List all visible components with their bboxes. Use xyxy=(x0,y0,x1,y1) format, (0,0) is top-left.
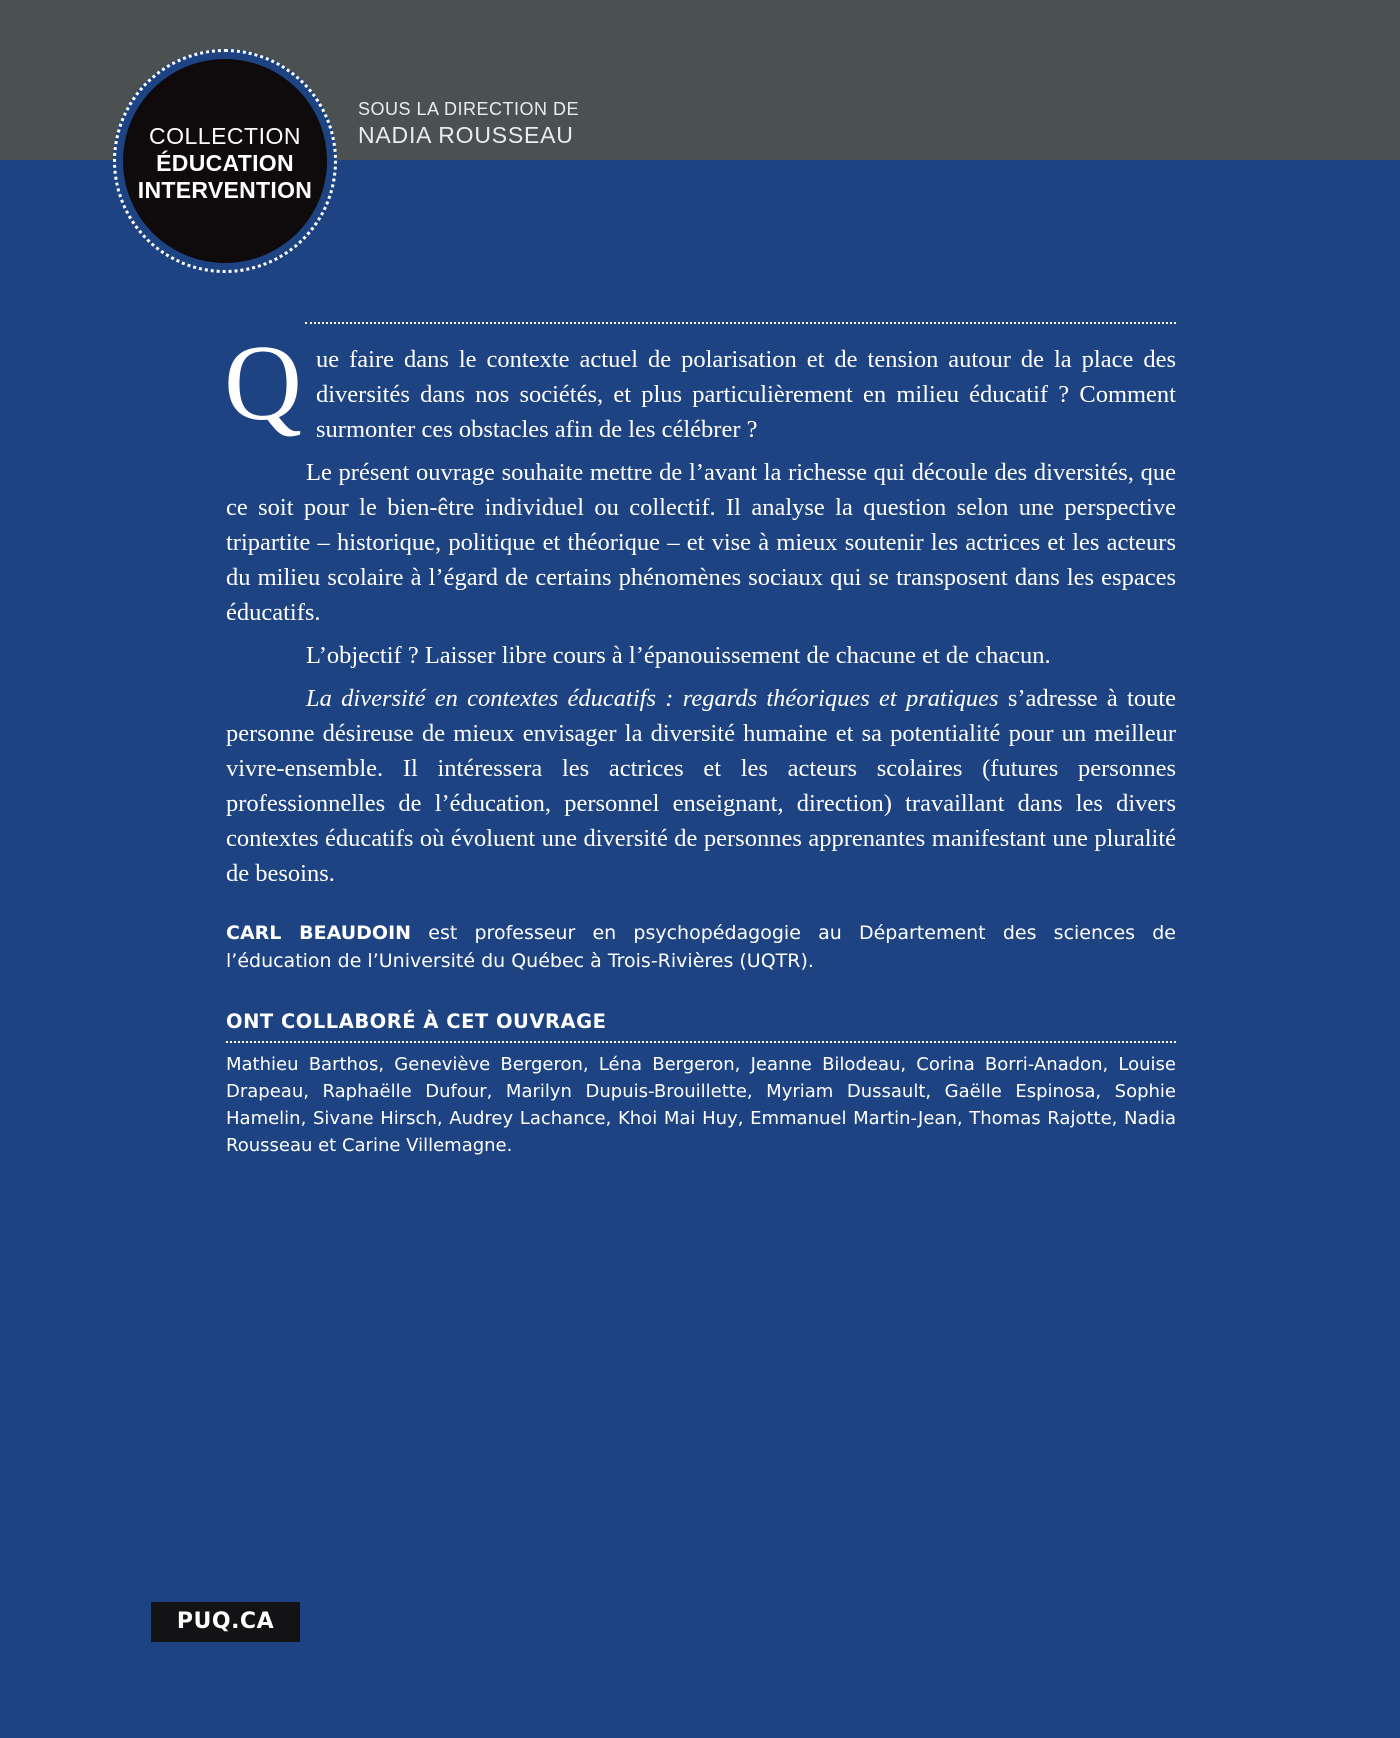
audience-text: s’adresse à toute personne désireuse de mieux envisager la diversité humaine et sa potentialité pour un meilleur vivre-ensemble. Il intéressera les actrices et les acteurs scolaires (futures personnes professionnelles de l’éducation, personnel enseignant, direction) travaillant dans les divers contextes éducatifs où évoluent une diversité de personnes apprenantes manifestant une pluralité de besoins. xyxy=(226,685,1177,887)
editor-credit xyxy=(358,98,579,150)
intro-text: ue faire dans le contexte actuel de polarisation et de tension autour de la place des diversités dans nos sociétés, et plus particulièrement en milieu éducatif ? Comment surmonter ces obstacles afin de les célébrer ? xyxy=(316,346,1176,443)
book-title: La diversité en contextes éducatifs : regards théoriques et pratiques xyxy=(306,685,999,712)
publisher-badge: PUQ.CA xyxy=(151,1602,300,1642)
dotted-divider-top xyxy=(305,322,1176,324)
paragraph-objective: L’objectif ? Laisser libre cours à l’épanouissement de chacune et de chacun. xyxy=(306,642,1051,669)
collaborators-heading: ONT COLLABORÉ À CET OUVRAGE xyxy=(226,1010,607,1033)
collaborators-list: Mathieu Barthos, Geneviève Bergeron, Léna Bergeron, Jeanne Bilodeau, Corina Borri-Anadon, Louise Drapeau, Raphaëlle Dufour, Marilyn Dupuis-Brouillette, Myriam Dussault, Gaëlle Espinosa, Sophie Hamelin, Sivane Hirsch, Audrey Lachance, Khoi Mai Huy, Emmanuel Martin-Jean, Thomas Rajotte, Nadia Rousseau et Carine Villemagne. xyxy=(226,1054,1176,1156)
collection-seal xyxy=(123,59,327,263)
paragraph-audience xyxy=(226,681,1176,891)
drop-cap: Q xyxy=(224,324,302,443)
intro-paragraph xyxy=(224,324,1176,447)
editor-label: SOUS LA DIRECTION DE xyxy=(358,99,580,119)
dotted-divider-collaborators xyxy=(226,1041,1176,1043)
paragraph-purpose: Le présent ouvrage souhaite mettre de l’avant la richesse qui découle des diversités, que ce soit pour le bien-être individuel ou collectif. Il analyse la question selon une perspective tripartite – historique, politique et théorique – et vise à mieux soutenir les actrices et les acteurs du milieu scolaire à l’égard de certains phénomènes sociaux qui se transposent dans les espaces éducatifs. xyxy=(226,459,1176,626)
author-bio xyxy=(226,919,1176,975)
author-description: est professeur en psychopédagogie au Département des sciences de l’éducation de l’Université du Québec à Trois-Rivières (UQTR). xyxy=(226,922,1177,972)
collection-label: COLLECTION xyxy=(149,123,301,149)
author-name: CARL BEAUDOIN xyxy=(226,922,412,944)
back-cover-text xyxy=(226,322,1176,1159)
collection-name-line2: INTERVENTION xyxy=(137,177,313,203)
editor-name: NADIA ROUSSEAU xyxy=(358,122,574,148)
collection-name-line1: ÉDUCATION xyxy=(156,150,294,176)
